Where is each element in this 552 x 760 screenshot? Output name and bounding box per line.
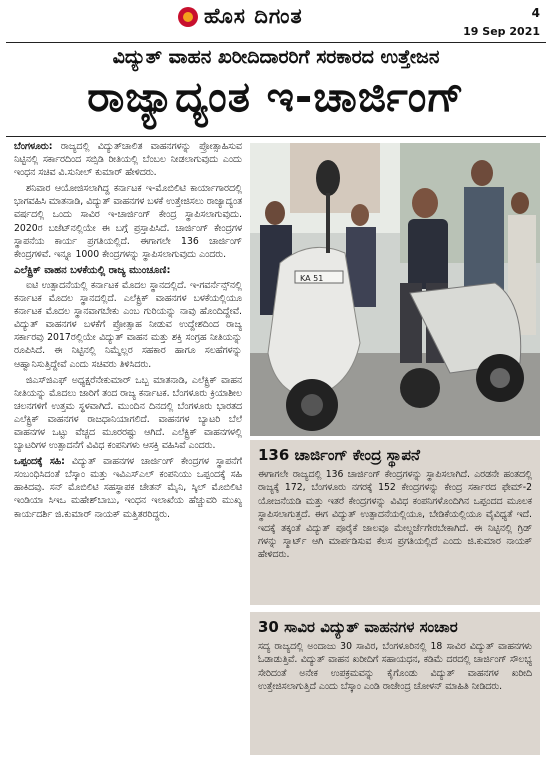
dateline: ಬೆಂಗಳೂರು: [14,141,53,152]
scooter-photo-illustration [250,143,540,436]
paragraph-2: ಶನಿವಾರ ಆಯೋಜಿಸಲಾಗಿದ್ದ ಕರ್ನಾಟಕ ಇ-ಮೊಬಿಲಿಟಿ ಕಾರ್ಯಾಗಾರದಲ್ಲಿ ಭಾಗವಹಿಸಿ ಮಾತನಾಡಿ, ವಿದ್ಯುತ್ ವಾಹನಗಳ ಬಳಕೆ ಉತ್ತೇಜಿಸಲು ರಾಜ್ಯಾದ್ಯಂತ ವರ್ಷದಲ್ಲಿ ಒಂದು ಸಾವಿರ ಇ-ಚಾರ್ಜಿಂಗ್ ಕೇಂದ್ರ ಸ್ಥಾಪಿಸಲಾಗುವುದು. 2020ರ ಬಜೆಟ್‌ನಲ್ಲಿಯೇ ಈ ಬಗ್ಗೆ ಪ್ರಸ್ತಾಪಿಸಿದೆ. ಚಾರ್ಜಿಂಗ್ ಕೇಂದ್ರಗಳ ಸ್ಥಾಪನೆಯ ಕಾರ್ಯ ಪ್ರಗತಿಯಲ್ಲಿದೆ. ಈಗಾಗಲೇ 136 ಚಾರ್ಜಿಂಗ್ ಕೇಂದ್ರಗಳಿವೆ. ಇನ್ನೂ 1000 ಕೇಂದ್ರಗಳನ್ನು ಸ್ಥಾಪಿಸಲಾಗುವುದು ಎಂದರು. [14,183,242,260]
paragraph-5-text: ವಿದ್ಯುತ್ ವಾಹನಗಳ ಚಾರ್ಜಿಂಗ್ ಕೇಂದ್ರಗಳ ಸ್ಥಾಪನೆಗೆ ಸಂಬಂಧಿಸಿದಂತೆ ಬೆಸ್ಕಾಂ ಮತ್ತು ಇವಿಎಸ್‌ಎಲ್ ಕಂಪನಿಯು ಒಪ್ಪಂದಕ್ಕೆ ಸಹಿ ಹಾಕಿದವು. ಸನ್ ಮೊಬಿಲಿಟಿ ಸಹಸ್ಥಾಪಕ ಚೇತನ್ ಮೈನಿ, ಸ್ಕಿಲ್ ಮೊಬಿಲಿಟಿ ಇಂಡಿಯಾ ಸಿಇಒ ಮಹೇಶ್‌ಬಾಬು, ಇಂಧನ ಇಲಾಖೆಯ ಹೆಚ್ಚುವರಿ ಮುಖ್ಯ ಕಾರ್ಯದರ್ಶಿ ಜಿ.ಕುಮಾರ್ ನಾಯಕ್ ಮತ್ತಿತರರಿದ್ದರು. [14,456,242,520]
box-heading-ev-count: 30 ಸಾವಿರ ವಿದ್ಯುತ್ ವಾಹನಗಳ ಸಂಚಾರ [258,618,458,636]
kicker-headline: ವಿದ್ಯುತ್ ವಾಹನ ಖರೀದಿದಾರರಿಗೆ ಸರಕಾರದ ಉತ್ತೇಜನ [112,46,440,68]
page-number: 4 [531,6,540,20]
sidebar-box-charging-stations [250,440,540,605]
headline-divider [6,136,546,137]
top-divider [6,42,546,43]
paragraph-4: ಜಿಎಸ್‌ಜಿಎಫ್ ಅಧ್ಯಕ್ಷರೆನೇಕುಮಾರ್ ಒಬ್ಬ ಮಾತನಾಡಿ, ಎಲೆಕ್ಟ್ರಿಕ್ ವಾಹನ ನೀತಿಯನ್ನು ಮೊದಲು ಜಾರಿಗೆ ತಂದ ರಾಜ್ಯ ಕರ್ನಾಟಕ. ಬೆಂಗಳೂರು ಕ್ರಿಯಾಶೀಲ ಚಲನಗಳಿಗೆ ಉತ್ತಮ ಸ್ಥಳವಾಗಿದೆ. ಮುಂದಿನ ದಿನದಲ್ಲಿ ಬೆಂಗಳೂರು ಭಾರತದ ಎಲೆಕ್ಟ್ರಿಕ್ ವಾಹನಗಳ ರಾಜಧಾನಿಯಾಗಲಿದೆ. ವಾಹನಗಳ ಬ್ಯಾಟರಿ ಬೆಲೆ ವಾಹನಗಳ ಒಟ್ಟು ವೆಚ್ಚದ ಮೂರರಷ್ಟು ಆಗಿದೆ. ಎಲೆಕ್ಟ್ರಿಕ್ ವಾಹನಗಳಲ್ಲಿ ಬ್ಯಾಟರಿಗಳ ಉತ್ಪಾದನೆಗೆ ವಿವಿಧ ಕಂಪನಿಗಳು ಆಸಕ್ತಿ ವಹಿಸಿವೆ ಎಂದರು. [14,374,242,452]
article-body [14,140,242,524]
plate-text: KA 51 [300,274,324,283]
paragraph-1-text: ರಾಜ್ಯದಲ್ಲಿ ವಿದ್ಯುತ್‌ಚಾಲಿತ ವಾಹನಗಳನ್ನು ಪ್ರೋತ್ಸಾಹಿಸುವ ನಿಟ್ಟಿನಲ್ಲಿ ಸರ್ಕಾರದಿಂದ ಸಬ್ಸಿಡಿ ರೀತಿಯಲ್ಲಿ ಬೆಂಬಲ ನೀಡಲಾಗುವುದು ಎಂದು ಇಂಧನ ಸಚಿವ ವಿ.ಸುನೀಲ್ ಕುಮಾರ್ ಹೇಳಿದರು. [14,141,242,179]
sun-logo-icon [178,7,198,27]
masthead [0,0,552,42]
paragraph-3: ಐಟಿ ಉತ್ಪಾದನೆಯಲ್ಲಿ ಕರ್ನಾಟಕ ಮೊದಲ ಸ್ಥಾನದಲ್ಲಿದೆ. ಇ-ಗವರ್ನೆನ್ಸ್‌ನಲ್ಲಿ ಕರ್ನಾಟಕ ಮೊದಲ ಸ್ಥಾನದಲ್ಲಿದೆ. ಎಲೆಕ್ಟ್ರಿಕ್ ವಾಹನಗಳ ಬಳಕೆಯಲ್ಲಿಯೂ ಕರ್ನಾಟಕ ಮೊದಲ ಸ್ಥಾನವಾಗಬೇಕು ಎಂಬ ಗುರಿಯನ್ನು ನಾವು ಹೊಂದಿದ್ದೇವೆ. ವಿದ್ಯುತ್ ವಾಹನಗಳ ಬಳಕೆಗೆ ಪ್ರೋತ್ಸಾಹ ನೀಡುವ ಉದ್ದೇಶದಿಂದ ರಾಜ್ಯ ಸರ್ಕಾರವು 2017ರಲ್ಲಿಯೇ ವಿದ್ಯುತ್ ವಾಹನ ಮತ್ತು ಶಕ್ತಿ ಸಂಗ್ರಹ ನೀತಿಯನ್ನು ರೂಪಿಸಿದೆ. ಈ ನಿಟ್ಟಿನಲ್ಲಿ ನಿಮ್ಮೆಲ್ಲರ ಸಹಕಾರ ಹಾಗೂ ಸಲಹೆಗಳನ್ನು ಆಹ್ವಾನಿಸುತ್ತಿದ್ದೇವೆ ಎಂದು ಸಚಿವರು ತಿಳಿಸಿದರು. [14,279,242,370]
subhead-agreement: ಒಪ್ಪಂದಕ್ಕೆ ಸಹಿ: [14,456,65,468]
main-headline: ರಾಜ್ಯಾದ್ಯಂತ ಇ-ಚಾರ್ಜಿಂಗ್ [87,72,465,121]
news-photo [250,143,540,436]
paragraph-5 [14,455,242,520]
logo-text: ಹೊಸ ದಿಗಂತ [204,4,303,28]
box-text-ev-count: ಸದ್ಯ ರಾಜ್ಯದಲ್ಲಿ ಅಂದಾಜು 30 ಸಾವಿರ, ಬೆಂಗಳೂರಿನಲ್ಲಿ 18 ಸಾವಿರ ವಿದ್ಯುತ್ ವಾಹನಗಳು ಓಡಾಡುತ್ತಿವೆ. ವಿದ್ಯುತ್ ವಾಹನ ಖರೀದಿಗೆ ಸಹಾಯಧನ, ಕಡಿಮೆ ದರದಲ್ಲಿ ಚಾರ್ಜಿಂಗ್ ಸೌಲಭ್ಯ ಸೇರಿದಂತೆ ಅನೇಕ ಉಪಕ್ರಮವನ್ನು ಕೈಗೊಂಡು ವಿದ್ಯುತ್ ವಾಹನಗಳ ಖರೀದಿ ಉತ್ತೇಜಿಸಲಾಗುತ್ತಿದೆ ಎಂದು ಬೆಸ್ಕಾಂ ಎಂಡಿ ರಾಜೇಂದ್ರ ಚೋಳನ್ ಮಾಹಿತಿ ನೀಡಿದರು. [258,641,532,693]
box-text-charging-stations: ಈಗಾಗಲೇ ರಾಜ್ಯದಲ್ಲಿ 136 ಚಾರ್ಜಿಂಗ್ ಕೇಂದ್ರಗಳನ್ನು ಸ್ಥಾಪಿಸಲಾಗಿದೆ. ಎರಡನೇ ಹಂತದಲ್ಲಿ ರಾಜ್ಯಕ್ಕೆ 172, ಬೆಂಗಳೂರು ನಗರಕ್ಕೆ 152 ಕೇಂದ್ರಗಳನ್ನು ಕೇಂದ್ರ ಸರ್ಕಾರದ ಫೇಮ್-2 ಯೋಜನೆಯಡಿ ಮತ್ತು ಇತರೆ ಕೇಂದ್ರಗಳನ್ನು ವಿವಿಧ ಕಂಪನಿಗಳೊಂದಿಗಿನ ಒಪ್ಪಂದದ ಮೂಲಕ ಸ್ಥಾಪಿಸಲಾಗುತ್ತದೆ. ಈಗ ವಿದ್ಯುತ್ ಉತ್ಪಾದನೆಯಲ್ಲಿಯೂ, ಬೇಡಿಕೆಯಲ್ಲಿಯೂ ವೈವಿಧ್ಯತೆ ಇದೆ. ಇದಕ್ಕೆ ತಕ್ಕಂತೆ ವಿದ್ಯುತ್ ಪೂರೈಕೆ ಜಾಲವೂ ಮೇಲ್ದರ್ಜೆಗೇರಬೇಕಾಗಿದೆ. ಈ ನಿಟ್ಟಿನಲ್ಲಿ ಗ್ರಿಡ್ ಗಳನ್ನು ಸ್ಮಾರ್ಟ್ ಆಗಿ ಮಾರ್ಪಡಿಸುವ ಕೆಲಸ ಪ್ರಗತಿಯಲ್ಲಿದೆ ಎಂದು ಜಿ.ಕುಮಾರ ನಾಯಕ್ ಹೇಳಿದರು. [258,469,532,561]
sidebar-box-ev-count [250,612,540,755]
newspaper-logo [178,4,303,29]
paragraph-1 [14,140,242,179]
box-heading-charging-stations: 136 ಚಾರ್ಜಿಂಗ್ ಕೇಂದ್ರ ಸ್ಥಾಪನೆ [258,446,420,464]
edition-date: 19 Sep 2021 [463,25,540,38]
subhead-ev-leadership: ಎಲೆಕ್ಟ್ರಿಕ್ ವಾಹನ ಬಳಕೆಯಲ್ಲಿ ರಾಜ್ಯ ಮುಂಚೂಣಿ: [14,264,171,276]
